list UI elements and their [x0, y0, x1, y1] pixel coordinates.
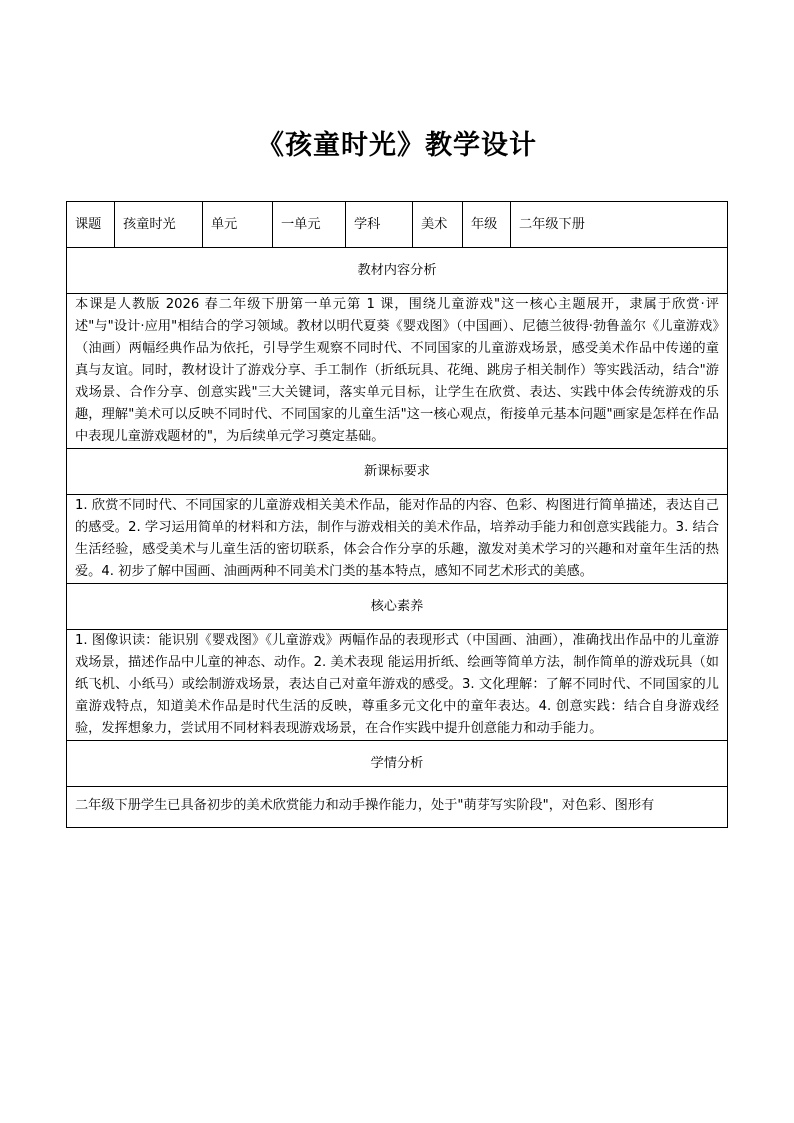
section-heading-row: [67, 741, 728, 787]
subject-value: 美术: [413, 202, 463, 248]
section-body-learner-analysis: 二年级下册学生已具备初步的美术欣赏能力和动手操作能力，处于"萌芽写实阶段"，对色彩、图形有: [75, 798, 655, 813]
section-body-core-literacy: 1. 图像识读：能识别《婴戏图》《儿童游戏》两幅作品的表现形式（中国画、油画），准确找出作品中的儿童游戏场景，描述作品中儿童的神态、动作。2. 美术表现 能运用折纸、绘画等简单方法，制作简单的游戏玩具（如纸飞机、小纸马）或绘制游戏场景，表达自己对童年游戏的感受。3. 文化理解：了解不同时代、不同国家的儿童游戏特点，知道美术作品是时代生活的反映，尊重多元文化中的童年表达。4. 创意实践：结合自身游戏经验，发挥想象力，尝试用不同材料表现游戏场景，在合作实践中提升创意能力和动手能力。: [67, 630, 728, 741]
section-heading-curriculum-standard: 新课标要求: [67, 449, 728, 495]
section-heading-textbook-analysis: 教材内容分析: [67, 248, 728, 294]
section-body-learner-analysis-cell: [67, 787, 728, 828]
grade-label: 年级: [463, 202, 511, 248]
grade-value: 二年级下册: [511, 202, 728, 248]
section-body-row: [67, 787, 728, 828]
section-heading-row: [67, 584, 728, 630]
section-body-row: [67, 495, 728, 584]
section-heading-row: [67, 248, 728, 294]
topic-label: 课题: [67, 202, 115, 248]
section-body-row: [67, 630, 728, 741]
section-heading-row: [67, 449, 728, 495]
section-heading-learner-analysis: 学情分析: [67, 741, 728, 787]
section-heading-core-literacy: 核心素养: [67, 584, 728, 630]
section-body-row: [67, 294, 728, 449]
subject-label: 学科: [346, 202, 413, 248]
lesson-plan-table: [66, 201, 728, 828]
unit-value: 一单元: [273, 202, 346, 248]
unit-label: 单元: [203, 202, 273, 248]
page-title: 《孩童时光》教学设计: [257, 130, 537, 161]
topic-value: 孩童时光: [115, 202, 203, 248]
info-row: [67, 202, 728, 248]
section-body-textbook-analysis: 本课是人教版 2026 春二年级下册第一单元第 1 课，围绕儿童游戏"这一核心主题展开，隶属于欣赏·评述"与"设计·应用"相结合的学习领域。教材以明代夏葵《婴戏图》（中国画）、尼德兰彼得·勃鲁盖尔《儿童游戏》（油画）两幅经典作品为依托，引导学生观察不同时代、不同国家的儿童游戏场景，感受美术作品中传递的童真与友谊。同时，教材设计了游戏分享、手工制作（折纸玩具、花绳、跳房子相关制作）等实践活动，结合"游戏场景、合作分享、创意实践"三大关键词，落实单元目标，让学生在欣赏、表达、实践中体会传统游戏的乐趣，理解"美术可以反映不同时代、不同国家的儿童生活"这一核心观点，衔接单元基本问题"画家是怎样在作品中表现儿童游戏题材的"，为后续单元学习奠定基础。: [67, 294, 728, 449]
section-body-curriculum-standard: 1. 欣赏不同时代、不同国家的儿童游戏相关美术作品，能对作品的内容、色彩、构图进行简单描述，表达自己的感受。2. 学习运用简单的材料和方法，制作与游戏相关的美术作品，培养动手能力和创意实践能力。3. 结合生活经验，感受美术与儿童生活的密切联系，体会合作分享的乐趣，激发对美术学习的兴趣和对童年生活的热爱。4. 初步了解中国画、油画两种不同美术门类的基本特点，感知不同艺术形式的美感。: [67, 495, 728, 584]
